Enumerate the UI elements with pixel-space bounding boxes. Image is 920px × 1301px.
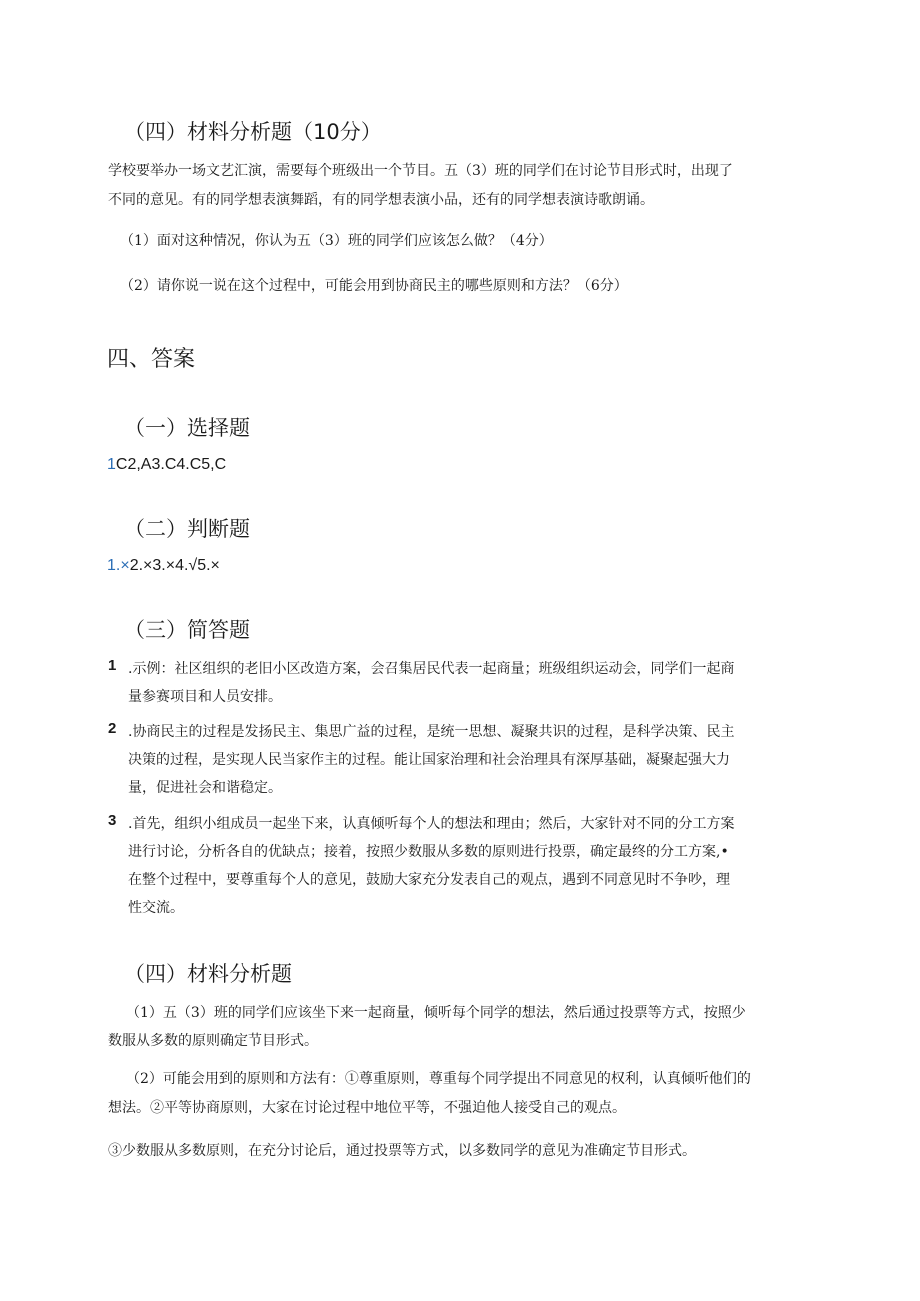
material-question-heading: （四）材料分析题（10分） (124, 120, 382, 144)
material-paragraph-line-1: 学校要举办一场文艺汇演，需要每个班级出一个节目。五（3）班的同学们在讨论节目形式时，出现了 (108, 163, 733, 179)
material-question-1: （1）面对这种情况，你认为五（3）班的同学们应该怎么做？（4分） (120, 233, 553, 249)
answers-title: 四、答案 (107, 347, 196, 372)
choice-answers-heading: （一）选择题 (124, 416, 250, 440)
short-answer-3-line-1: .首先，组织小组成员一起坐下来，认真倾听每个人的想法和理由；然后，大家针对不同的分工方案 (128, 816, 735, 832)
short-answer-3-line-2: 进行讨论，分析各自的优缺点；接着，按照少数服从多数的原则进行投票，确定最终的分工方案,• (128, 844, 729, 860)
choice-answers-first: 1 (107, 456, 116, 473)
judge-answers-first: 1.× (107, 557, 130, 574)
short-answer-1-line-2: 量参赛项目和人员安排。 (128, 689, 282, 705)
short-answer-3-number: 3 (108, 812, 117, 829)
short-answer-2-line-2: 决策的过程，是实现人民当家作主的过程。能让国家治理和社会治理具有深厚基础，凝聚起强大力 (128, 752, 730, 768)
short-answer-2-line-1: .协商民主的过程是发扬民主、集思广益的过程，是统一思想、凝聚共识的过程，是科学决策、民主 (128, 724, 735, 740)
material-answer-2-line-2: 想法。②平等协商原则，大家在讨论过程中地位平等，不强迫他人接受自己的观点。 (108, 1100, 626, 1116)
material-question-2: （2）请你说一说在这个过程中，可能会用到协商民主的哪些原则和方法？（6分） (120, 278, 628, 294)
material-answer-1-line-1: （1）五（3）班的同学们应该坐下来一起商量，倾听每个同学的想法，然后通过投票等方式，按照少 (126, 1005, 746, 1021)
material-answer-2-line-1: （2）可能会用到的原则和方法有：①尊重原则，尊重每个同学提出不同意见的权利，认真倾听他们的 (126, 1071, 751, 1087)
material-answer-2-line-3: ③少数服从多数原则，在充分讨论后，通过投票等方式，以多数同学的意见为准确定节目形式。 (108, 1143, 696, 1159)
judge-answers-heading: （二）判断题 (124, 517, 250, 541)
choice-answers (107, 456, 226, 474)
material-answers-heading: （四）材料分析题 (124, 962, 292, 986)
short-answer-3-line-3: 在整个过程中，要尊重每个人的意见，鼓励大家充分发表自己的观点，遇到不同意见时不争吵，理 (128, 872, 730, 888)
short-answer-3-line-4: 性交流。 (128, 900, 184, 916)
choice-answers-rest: C2,A3.C4.C5,C (115, 456, 227, 473)
short-answer-2-line-3: 量，促进社会和谐稳定。 (128, 780, 282, 796)
material-paragraph-line-2: 不同的意见。有的同学想表演舞蹈，有的同学想表演小品，还有的同学想表演诗歌朗诵。 (108, 192, 654, 208)
material-answer-1-line-2: 数服从多数的原则确定节目形式。 (108, 1033, 318, 1049)
judge-answers (107, 557, 220, 575)
short-answer-1-line-1: .示例：社区组织的老旧小区改造方案，会召集居民代表一起商量；班级组织运动会，同学们一起商 (128, 661, 735, 677)
short-answer-2-number: 2 (108, 720, 117, 737)
judge-answers-rest: 2.×3.×4.√5.× (129, 557, 220, 574)
short-answers-heading: （三）简答题 (124, 618, 250, 642)
short-answer-1-number: 1 (108, 657, 117, 674)
